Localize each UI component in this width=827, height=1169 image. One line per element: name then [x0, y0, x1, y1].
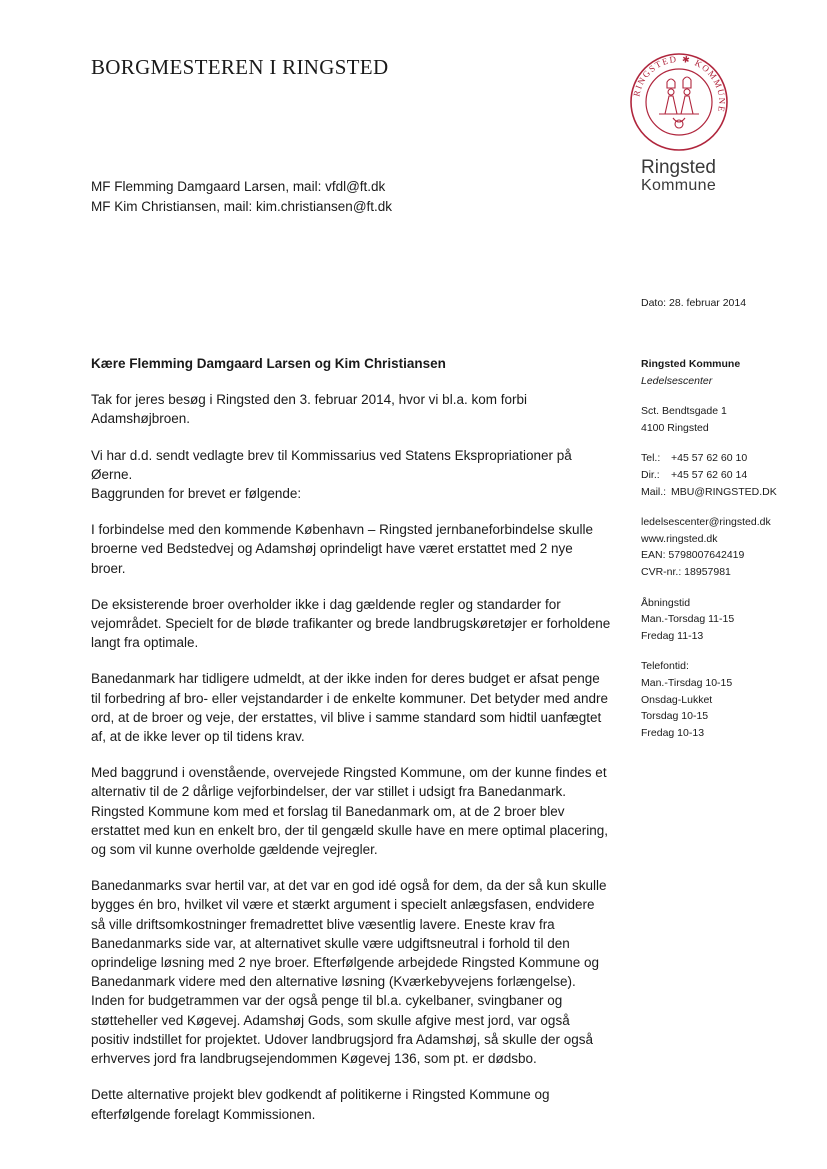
opening-hours-line: Fredag 11-13: [641, 629, 704, 642]
letter-date: Dato: 28. februar 2014: [641, 297, 747, 309]
seal-ring-text: RINGSTED ✱ KOMMUNE: [631, 53, 728, 115]
website-link[interactable]: www.ringsted.dk: [641, 532, 718, 545]
sidebar-org: Ringsted Kommune: [641, 358, 741, 370]
recipient-line: MF Kim Christiansen, mail: kim.christiansen@ft.dk: [91, 199, 393, 214]
contact-value: +45 57 62 60 10: [671, 452, 748, 465]
contact-label: Mail.:: [641, 485, 667, 498]
paragraph: Banedanmarks svar hertil var, at det var en god idé også for dem, da der så kun skulle bygges én bro, hvilket vil være et stærkt argument i specielt anlægsfasen, endvidere så ville driftsomkostninger fremadrettet blive væsentlig lavere. Eneste krav fra Banedanmarks side var, at alternativet skulle være udgiftsneutral i forhold til den oprindelige løsning med 2 nye broer. Efterfølgende arbejdede Ringsted Kommune og Banedanmark videre med den alternative løsning (Kværkebyvejens forlængelse). Inden for budgetrammen var der også penge til bl.a. cykelbaner, svingbaner og støtteheller ved Køgevej. Adamshøj Gods, som skulle afgive mest jord, var også positiv indstillet for projektet. Udover landbrugsjord fra Adamshøj, så skulle der også erhverves jord fra landbrugsejendommen Køgevej 136, som pt. er dødsbo.: [91, 878, 607, 1067]
paragraph: Baggrunden for brevet er følgende:: [91, 486, 302, 502]
cvr-number: CVR-nr.: 18957981: [641, 565, 731, 578]
recipient-line: MF Flemming Damgaard Larsen, mail: vfdl@ft.dk: [91, 179, 386, 194]
contact-dir: [641, 467, 821, 484]
contact-value: MBU@RINGSTED.DK: [671, 485, 777, 498]
ringsted-logo: [629, 52, 735, 194]
paragraph: Med baggrund i ovenstående, overvejede Ringsted Kommune, om der kunne findes et alternativ til de 2 dårlige vejforbindelser, der var stillet i udsigt fra Banedanmark. Ringsted Kommune kom med et forslag til Banedanmark om, at de 2 broer blev erstattet med kun en enkelt bro, der til gengæld skulle have en mere optimal placering, og som vil kunne overholde gældende vejregler.: [91, 765, 609, 858]
paragraph: Dette alternative projekt blev godkendt af politikerne i Ringsted Kommune og efterfølgende forelagt Kommissionen.: [91, 1087, 550, 1122]
sidebar-dept: Ledelsescenter: [641, 374, 713, 387]
phone-hours-title: Telefontid:: [641, 660, 689, 673]
header-title: BORGMESTEREN I RINGSTED: [91, 55, 389, 79]
opening-hours-line: Man.-Torsdag 11-15: [641, 613, 735, 626]
phone-hours-line: Man.-Tirsdag 10-15: [641, 676, 733, 689]
contact-label: Dir.:: [641, 468, 660, 481]
logo-sub: Kommune: [641, 177, 717, 194]
email-link[interactable]: ledelsescenter@ringsted.dk: [641, 516, 771, 529]
phone-hours-line: Torsdag 10-15: [641, 710, 709, 723]
paragraph: Banedanmark har tidligere udmeldt, at der ikke inden for deres budget er afsat penge til forbedring af bro- eller vejstandarder i de enkelte kommuner. Det betyder med andre ord, at de broer og veje, der erstattes, vil blive i samme standard som hidtil uanfægtet af, at de ikke lever op til tidens krav.: [91, 671, 609, 745]
paragraph: De eksisterende broer overholder ikke i dag gældende regler og standarder for vejområdet. Specielt for de bløde trafikanter og brede landbrugskøretøjer er forholdene langt fra optimale.: [91, 596, 611, 651]
phone-hours-line: Onsdag-Lukket: [641, 693, 713, 706]
recipients: [91, 177, 392, 217]
opening-hours-title: Åbningstid: [641, 596, 691, 609]
paragraph: I forbindelse med den kommende København – Ringsted jernbaneforbindelse skulle broerne ved Bedstedvej og Adamshøj oprindeligt have været erstattet med 2 nye broer.: [91, 522, 594, 576]
logo-name: Ringsted: [641, 157, 716, 178]
contact-value: +45 57 62 60 14: [671, 468, 748, 481]
contact-tel: [641, 450, 821, 467]
letter-greeting: Kære Flemming Damgaard Larsen og Kim Christiansen: [91, 356, 446, 371]
seal-icon: [629, 52, 729, 152]
sidebar-contact-info: [641, 356, 821, 755]
address-line: Sct. Bendtsgade 1: [641, 405, 727, 418]
letter-body: [91, 354, 611, 1141]
contact-mail: [641, 484, 821, 501]
paragraph: Tak for jeres besøg i Ringsted den 3. februar 2014, hvor vi bl.a. kom forbi Adamshøjbroen.: [91, 392, 527, 427]
phone-hours-line: Fredag 10-13: [641, 726, 705, 739]
ean-number: EAN: 5798007642419: [641, 549, 745, 562]
address-line: 4100 Ringsted: [641, 421, 709, 434]
contact-label: Tel.:: [641, 452, 661, 465]
paragraph: Vi har d.d. sendt vedlagte brev til Kommissarius ved Statens Ekspropriationer på Øerne.: [91, 447, 572, 482]
